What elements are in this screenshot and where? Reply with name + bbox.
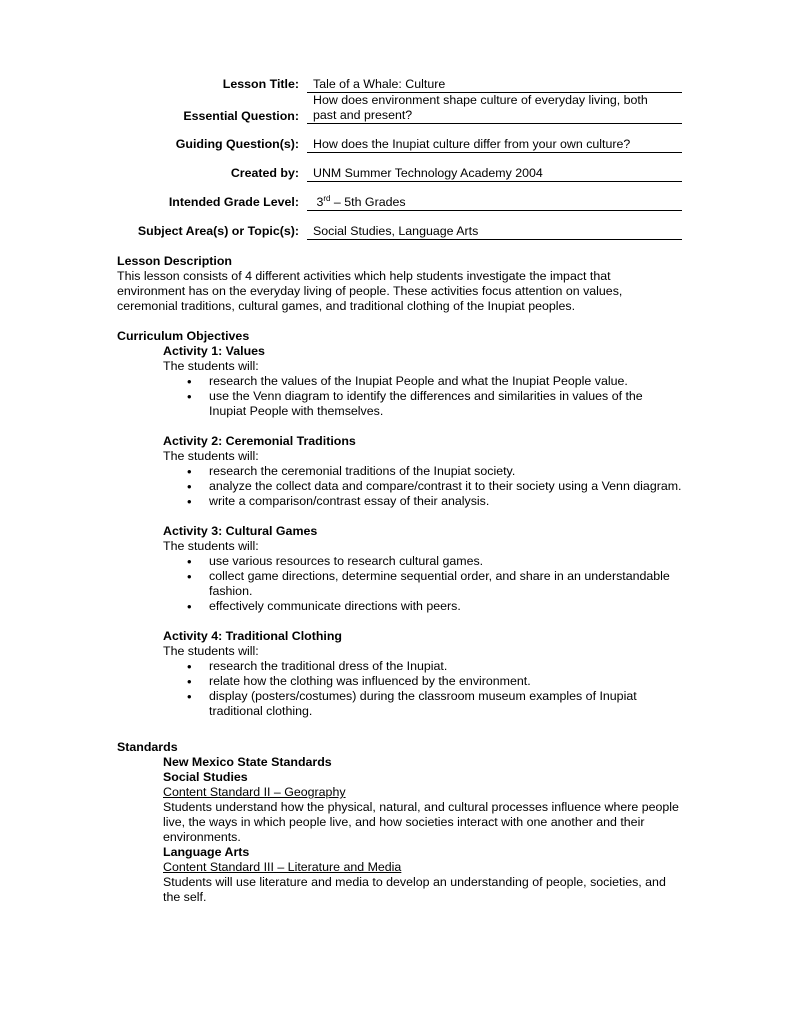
grade-level-suffix: rd — [323, 193, 331, 203]
guiding-question-value: How does the Inupiat culture differ from your own culture? — [307, 137, 682, 153]
activity-2-intro: The students will: — [163, 449, 259, 463]
list-item: • write a comparison/contrast essay of their analysis. — [117, 494, 707, 509]
social-studies-line: live, the ways in which people live, and how societies interact with one another and their — [163, 815, 645, 829]
language-arts-line: Students will use literature and media to develop an understanding of people, societies, and — [163, 875, 666, 889]
curriculum-objectives-heading: Curriculum Objectives — [117, 329, 250, 343]
activity-1-title: Activity 1: Values — [163, 344, 265, 358]
created-by-value: UNM Summer Technology Academy 2004 — [307, 166, 682, 182]
lesson-title-row — [96, 77, 682, 93]
grade-level-label: Intended Grade Level: — [168, 195, 299, 209]
essential-question-row — [96, 93, 682, 124]
lesson-description-line: environment has on the everyday living of people. These activities focus attention on values, — [117, 284, 623, 298]
activity-1-intro: The students will: — [163, 359, 259, 373]
list-item: • use the Venn diagram to identify the differences and similarities in values of the Inupiat People with themselves. — [117, 389, 707, 419]
subject-area-label: Subject Area(s) or Topic(s): — [137, 224, 299, 238]
activity-2-title: Activity 2: Ceremonial Traditions — [163, 434, 356, 448]
list-item: • relate how the clothing was influenced by the environment. — [117, 674, 707, 689]
activity-4-intro: The students will: — [163, 644, 259, 658]
activity-4-title: Activity 4: Traditional Clothing — [163, 629, 342, 643]
activity-3-intro: The students will: — [163, 539, 259, 553]
list-item: • research the values of the Inupiat People and what the Inupiat People value. — [117, 374, 707, 389]
language-arts-standard: Content Standard III – Literature and Media — [163, 860, 402, 874]
activity-1-list — [117, 374, 707, 419]
essential-question-value — [307, 93, 682, 124]
list-item: • research the traditional dress of the Inupiat. — [117, 659, 707, 674]
lesson-description-line: This lesson consists of 4 different activities which help students investigate the impact that — [117, 269, 611, 283]
activity-2-list — [117, 464, 707, 509]
created-by-row — [96, 166, 682, 182]
essential-question-line-1: How does environment shape culture of everyday living, both — [313, 93, 648, 107]
list-item: • effectively communicate directions with peers. — [117, 599, 707, 614]
lesson-title-value: Tale of a Whale: Culture — [307, 77, 682, 93]
activity-3-title: Activity 3: Cultural Games — [163, 524, 318, 538]
lesson-description-line: ceremonial traditions, cultural games, and traditional clothing of the Inupiat peoples. — [117, 299, 576, 313]
social-studies-heading: Social Studies — [163, 770, 248, 784]
social-studies-standard: Content Standard II – Geography — [163, 785, 346, 799]
grade-level-rest: – 5th Grades — [330, 195, 406, 209]
essential-question-line-2: past and present? — [313, 108, 413, 122]
social-studies-line: environments. — [163, 830, 241, 844]
activity-4-list — [117, 659, 707, 719]
essential-question-label: Essential Question: — [183, 109, 299, 123]
list-item: • research the ceremonial traditions of the Inupiat society. — [117, 464, 707, 479]
curriculum-objectives-section — [117, 329, 707, 719]
created-by-label: Created by: — [230, 166, 299, 180]
language-arts-heading: Language Arts — [163, 845, 250, 859]
guiding-question-row — [96, 137, 682, 153]
state-standards-heading: New Mexico State Standards — [163, 755, 332, 769]
grade-level-value — [307, 195, 682, 211]
standards-heading: Standards — [117, 740, 178, 754]
social-studies-line: Students understand how the physical, natural, and cultural processes influence where people — [163, 800, 679, 814]
standards-section — [117, 740, 707, 905]
lesson-description-section — [117, 254, 707, 314]
list-item: • analyze the collect data and compare/contrast it to their society using a Venn diagram. — [117, 479, 707, 494]
lesson-title-label: Lesson Title: — [222, 77, 299, 91]
list-item: • display (posters/costumes) during the classroom museum examples of Inupiat traditional clothing. — [117, 689, 707, 719]
subject-area-row — [96, 224, 682, 240]
grade-level-number: 3 — [316, 195, 324, 209]
activity-3-list — [117, 554, 707, 614]
lesson-description-heading: Lesson Description — [117, 254, 232, 268]
grade-level-row — [96, 195, 682, 211]
guiding-question-label: Guiding Question(s): — [175, 137, 299, 151]
subject-area-value: Social Studies, Language Arts — [307, 224, 682, 240]
list-item: • use various resources to research cultural games. — [117, 554, 707, 569]
list-item: • collect game directions, determine sequential order, and share in an understandable fashion. — [117, 569, 707, 599]
language-arts-line: the self. — [163, 890, 207, 904]
